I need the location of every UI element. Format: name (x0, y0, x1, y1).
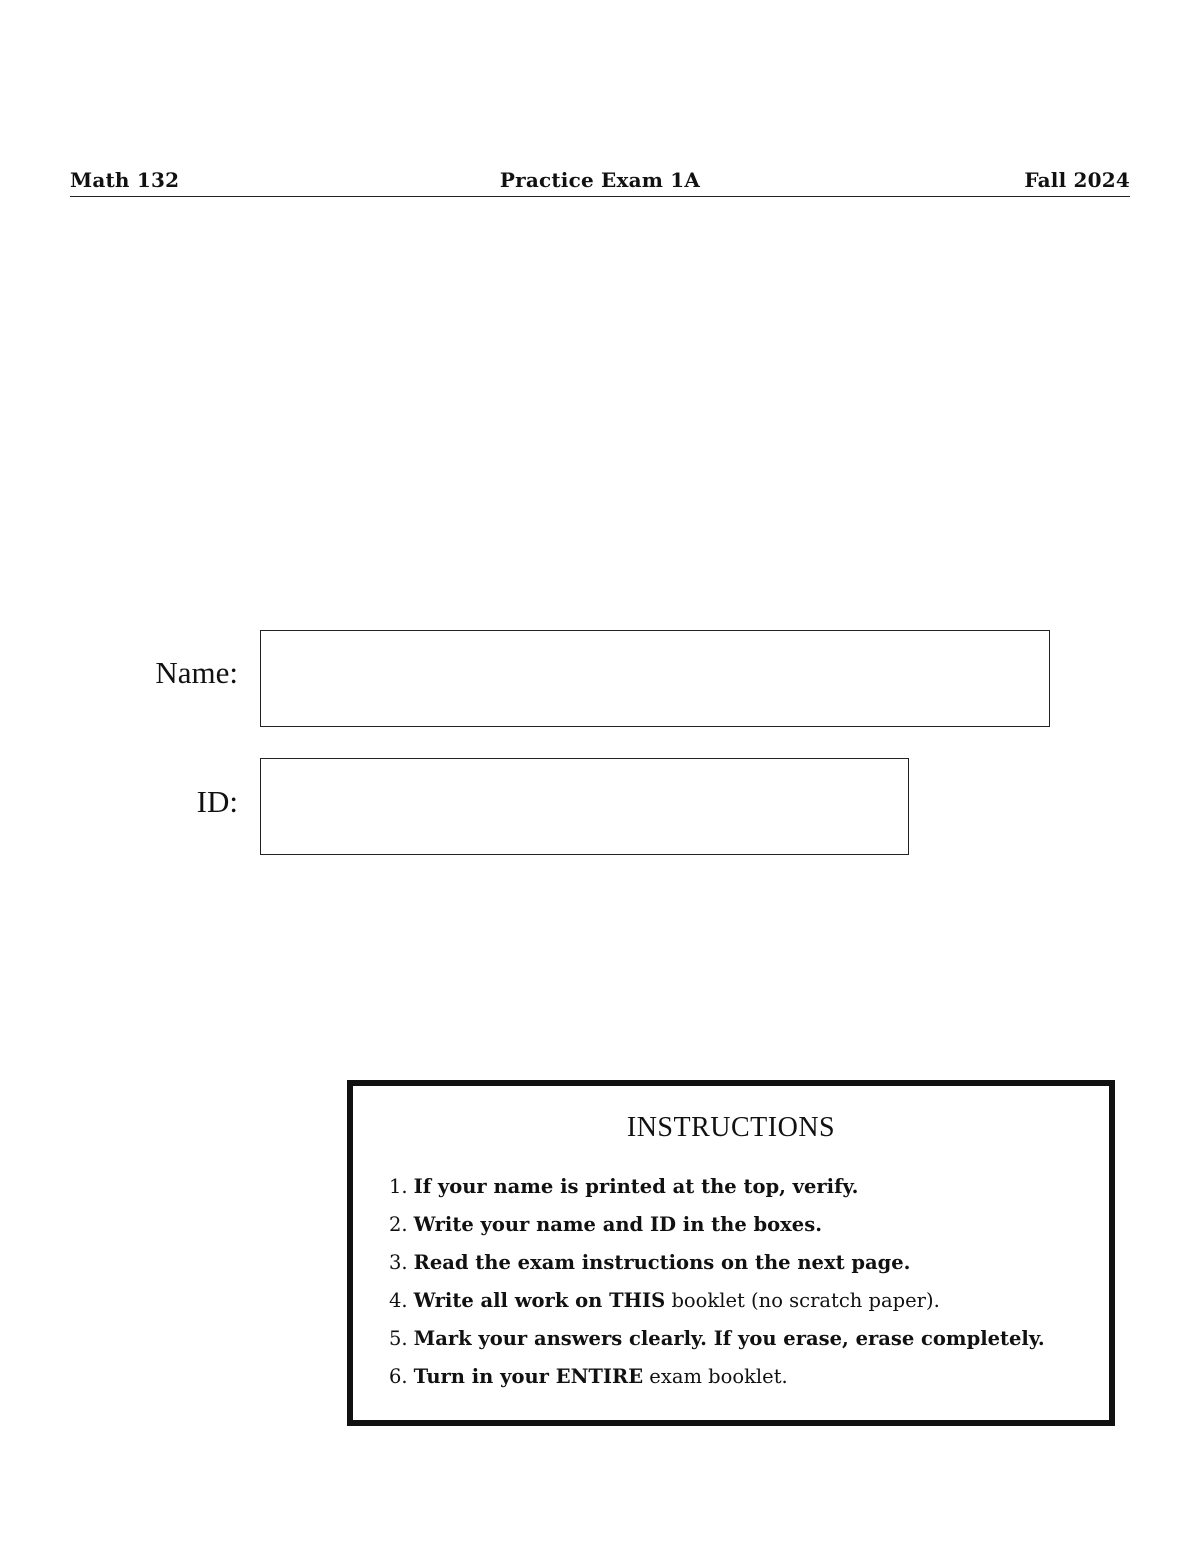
instruction-item: 6. Turn in your ENTIRE exam booklet. (389, 1365, 788, 1388)
instruction-item: 1. If your name is printed at the top, verify. (389, 1175, 859, 1198)
id-field[interactable] (260, 758, 909, 855)
instructions-box (347, 1080, 1115, 1426)
exam-title: Practice Exam 1A (499, 168, 701, 192)
name-label: Name: (155, 655, 238, 690)
term-label: Fall 2024 (1024, 168, 1130, 192)
instruction-item: 5. Mark your answers clearly. If you erase, erase completely. (389, 1327, 1045, 1350)
instruction-item: 2. Write your name and ID in the boxes. (389, 1213, 822, 1236)
name-field[interactable] (260, 630, 1050, 727)
instruction-item: 4. Write all work on THIS booklet (no scratch paper). (389, 1289, 940, 1312)
instructions-title: INSTRUCTIONS (626, 1112, 836, 1143)
course-title: Math 132 (70, 168, 180, 192)
page-header (70, 166, 1130, 197)
id-label: ID: (196, 784, 238, 819)
instruction-item: 3. Read the exam instructions on the next page. (389, 1251, 911, 1274)
instructions-list (389, 1171, 1045, 1399)
